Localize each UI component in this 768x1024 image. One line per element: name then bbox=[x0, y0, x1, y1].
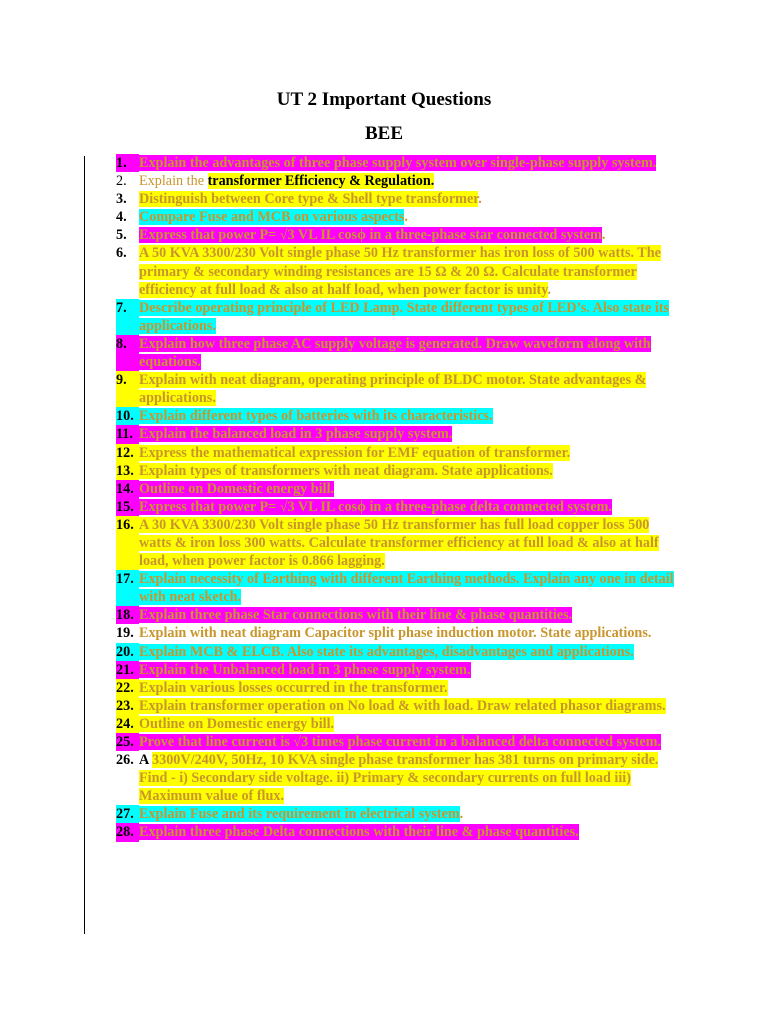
question-number: 26. bbox=[116, 752, 134, 769]
question-text bbox=[139, 480, 676, 498]
question-body: Describe operating principle of LED Lamp. State different types of LED’s. Also state its applications. bbox=[139, 299, 670, 334]
question-body: A 30 KVA 3300/230 Volt single phase 50 Hz transformer has full load copper loss 500 watts & iron loss 300 watts. Calculate transformer efficiency at full load & also at half load, when power factor is 0.866 lagging. bbox=[139, 516, 659, 570]
question-body: transformer Efficiency & Regulation. bbox=[207, 173, 435, 190]
question-item bbox=[116, 570, 676, 606]
question-item bbox=[116, 751, 676, 805]
question-number: 2. bbox=[116, 173, 127, 190]
question-text bbox=[139, 407, 676, 425]
question-text bbox=[139, 679, 676, 697]
question-number: 25. bbox=[116, 733, 139, 751]
question-text bbox=[139, 444, 676, 462]
question-text bbox=[139, 226, 676, 244]
question-number: 14. bbox=[116, 480, 139, 498]
question-number: 11. bbox=[116, 425, 139, 443]
question-tail: . bbox=[459, 806, 464, 823]
question-number: 13. bbox=[116, 462, 139, 480]
question-text bbox=[139, 805, 676, 823]
question-prefix: A bbox=[139, 752, 153, 769]
question-body: A 50 KVA 3300/230 Volt single phase 50 Hz transformer has iron loss of 500 watts. The primary & secondary winding resistances are 15 Ω & 20 Ω. Calculate transformer efficiency at full load & also at half load, when power factor is unity bbox=[139, 245, 661, 298]
question-tail: . bbox=[601, 227, 606, 244]
question-number: 10. bbox=[116, 407, 139, 425]
question-text bbox=[139, 172, 676, 190]
page-title: UT 2 Important Questions bbox=[276, 89, 492, 110]
question-body: Explain types of transformers with neat diagram. State applications. bbox=[139, 462, 553, 479]
question-body: Explain MCB & ELCB. Also state its advantages, disadvantages and applications. bbox=[139, 643, 634, 660]
question-item bbox=[116, 697, 676, 715]
question-number: 20. bbox=[116, 643, 139, 661]
question-number: 12. bbox=[116, 444, 139, 462]
page-subtitle: BEE bbox=[364, 123, 404, 144]
question-number: 24. bbox=[116, 715, 139, 733]
question-text bbox=[139, 516, 676, 570]
question-body: Explain the balanced load in 3 phase supply system. bbox=[139, 426, 453, 443]
question-body: Explain with neat diagram Capacitor split phase induction motor. State applications. bbox=[139, 625, 652, 642]
question-text bbox=[139, 154, 676, 172]
question-body: Explain with neat diagram, operating principle of BLDC motor. State advantages & applications. bbox=[139, 372, 647, 407]
question-text bbox=[139, 299, 676, 335]
question-number: 16. bbox=[116, 516, 139, 570]
question-text bbox=[139, 208, 676, 226]
question-number: 7. bbox=[116, 299, 139, 335]
question-body: Explain various losses occurred in the transformer. bbox=[139, 679, 448, 696]
question-item bbox=[116, 371, 676, 407]
question-item bbox=[116, 244, 676, 298]
question-text bbox=[139, 643, 676, 661]
question-item bbox=[116, 606, 676, 624]
question-body: Explain different types of batteries with its characteristics. bbox=[139, 408, 493, 425]
question-item bbox=[116, 444, 676, 462]
question-item bbox=[116, 462, 676, 480]
question-item bbox=[116, 190, 676, 208]
question-tail: . bbox=[404, 209, 408, 226]
question-text bbox=[139, 606, 676, 624]
question-body: Explain how three phase AC supply voltage is generated. Draw waveform along with equations. bbox=[139, 335, 651, 371]
question-number: 9. bbox=[116, 371, 139, 407]
question-prefix: Explain the bbox=[139, 173, 208, 190]
question-number: 27. bbox=[116, 805, 139, 823]
question-number: 15. bbox=[116, 498, 139, 516]
question-body: 3300V/240V, 50Hz, 10 KVA single phase transformer has 381 turns on primary side. Find - i) Secondary side voltage. ii) Primary & secondary currents on full load iii) Maximum value of flux. bbox=[139, 752, 659, 805]
question-item bbox=[116, 208, 676, 226]
revision-bar bbox=[84, 156, 85, 934]
question-item bbox=[116, 823, 676, 841]
question-item bbox=[116, 172, 676, 190]
question-text bbox=[139, 244, 676, 298]
question-number: 28. bbox=[116, 823, 139, 841]
question-tail: . bbox=[478, 191, 482, 208]
question-body: Explain three phase Star connections with their line & phase quantities. bbox=[139, 607, 573, 624]
question-list bbox=[116, 154, 676, 842]
question-text bbox=[139, 715, 676, 733]
question-body: Prove that line current is √3 times phase current in a balanced delta connected system. bbox=[139, 734, 662, 750]
question-body: Express that power P= √3 VL IL cosϕ in a three-phase star connected system bbox=[139, 227, 602, 244]
question-text bbox=[139, 733, 676, 751]
question-item bbox=[116, 715, 676, 733]
question-text bbox=[139, 570, 676, 606]
question-text bbox=[139, 624, 676, 642]
question-text bbox=[139, 697, 676, 715]
question-number: 23. bbox=[116, 697, 139, 715]
question-item bbox=[116, 299, 676, 335]
question-item bbox=[116, 516, 676, 570]
question-text bbox=[139, 462, 676, 480]
question-body: Explain Fuse and its requirement in electrical system bbox=[139, 806, 460, 823]
question-text bbox=[139, 751, 676, 805]
question-body: Compare Fuse and MCB on various aspects bbox=[139, 209, 405, 226]
question-body: Distinguish between Core type & Shell type transformer bbox=[139, 191, 479, 208]
question-item bbox=[116, 154, 676, 172]
question-number: 4. bbox=[116, 209, 127, 226]
question-item bbox=[116, 733, 676, 751]
question-number: 21. bbox=[116, 661, 139, 679]
question-body: Explain the advantages of three phase supply system over single-phase supply system. bbox=[139, 155, 657, 171]
question-item bbox=[116, 480, 676, 498]
question-body: Explain necessity of Earthing with different Earthing methods. Explain any one in detail with neat sketch. bbox=[139, 571, 674, 606]
question-body: Explain transformer operation on No load & with load. Draw related phasor diagrams. bbox=[139, 697, 666, 714]
question-number: 1. bbox=[116, 154, 139, 172]
question-item bbox=[116, 679, 676, 697]
question-number: 8. bbox=[116, 335, 139, 371]
question-number: 5. bbox=[116, 227, 127, 244]
question-text bbox=[139, 371, 676, 407]
question-number: 6. bbox=[116, 245, 127, 262]
question-body: Express that power P= √3 VL IL cosϕ in a three-phase delta connected system. bbox=[139, 498, 612, 515]
question-number: 19. bbox=[116, 625, 134, 642]
question-body: Explain three phase Delta connections with their line & phase quantities. bbox=[139, 824, 579, 841]
question-item bbox=[116, 805, 676, 823]
question-text bbox=[139, 498, 676, 516]
question-item bbox=[116, 643, 676, 661]
question-item bbox=[116, 407, 676, 425]
question-text bbox=[139, 335, 676, 371]
question-number: 3. bbox=[116, 191, 127, 208]
question-number: 22. bbox=[116, 679, 139, 697]
question-text bbox=[139, 823, 676, 841]
question-number: 18. bbox=[116, 606, 139, 624]
question-number: 17. bbox=[116, 570, 139, 606]
question-body: Explain the Unbalanced load in 3 phase supply system. bbox=[139, 661, 471, 678]
question-item bbox=[116, 425, 676, 443]
question-item bbox=[116, 226, 676, 244]
question-tail: . bbox=[547, 281, 552, 298]
question-body: Outline on Domestic energy bill. bbox=[139, 480, 335, 497]
question-body: Outline on Domestic energy bill. bbox=[139, 715, 335, 732]
question-item bbox=[116, 498, 676, 516]
question-text bbox=[139, 425, 676, 443]
question-text bbox=[139, 190, 676, 208]
question-item bbox=[116, 335, 676, 371]
question-item bbox=[116, 624, 676, 642]
question-body: Express the mathematical expression for EMF equation of transformer. bbox=[139, 444, 571, 461]
question-text bbox=[139, 661, 676, 679]
question-item bbox=[116, 661, 676, 679]
